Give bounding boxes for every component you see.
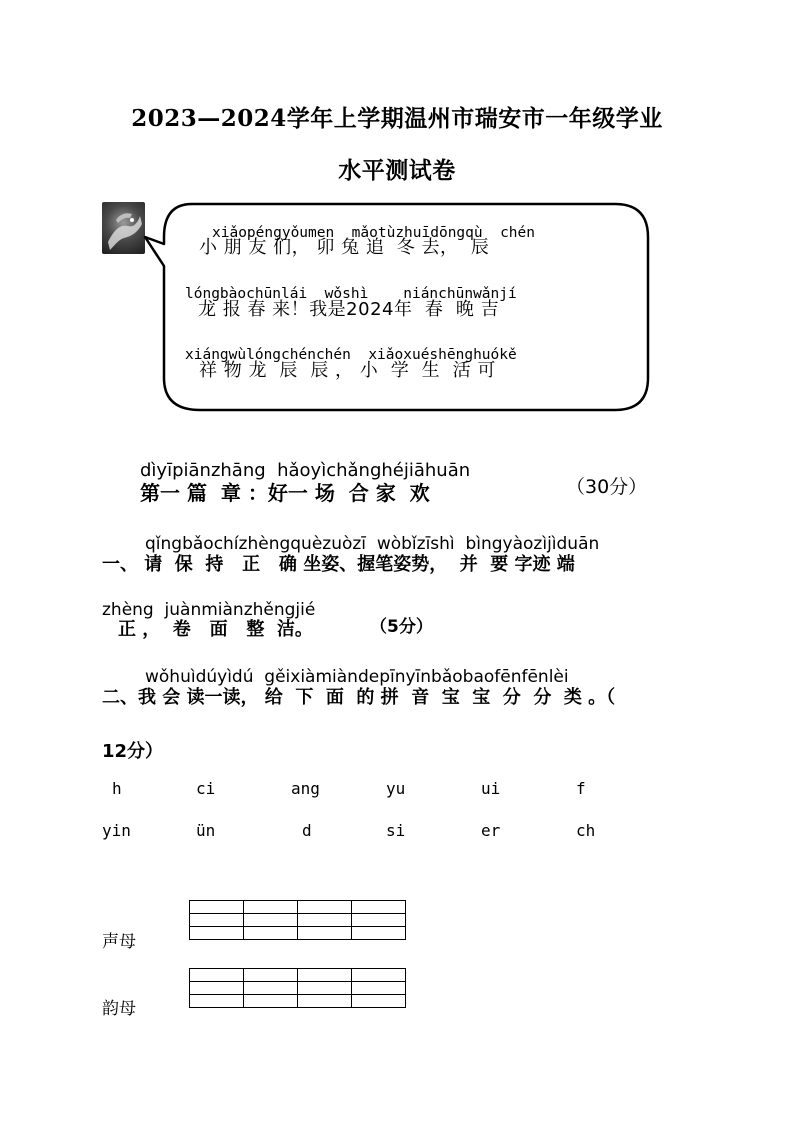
yunmu-label: 韵母	[102, 999, 136, 1019]
letter-d: d	[302, 821, 312, 840]
yunmu-cell[interactable]	[244, 969, 298, 1008]
page-title-line2: 水平测试卷	[338, 157, 456, 184]
yunmu-cell[interactable]	[352, 969, 406, 1008]
shengmu-cell[interactable]	[190, 901, 244, 940]
page-title-line1: 2023—2024学年上学期温州市瑞安市一年级学业	[131, 105, 663, 132]
bubble-text-3: 祥 物 龙 辰 辰 ， 小 学 生 活 可	[199, 360, 496, 381]
section1-title: 第一 篇 章 ：好一 场 合 家 欢	[140, 481, 430, 505]
letter-er: er	[481, 821, 501, 840]
letter-ch: ch	[576, 821, 596, 840]
q2-score: 12分）	[102, 741, 164, 762]
shengmu-cell[interactable]	[298, 901, 352, 940]
dragon-mascot-image	[102, 202, 145, 254]
letter-un: ün	[196, 821, 216, 840]
letter-f: f	[576, 779, 586, 798]
yunmu-writing-grid	[189, 968, 406, 1008]
shengmu-writing-grid	[189, 900, 406, 940]
q2-pinyin: wǒhuìdúyìdú gěixiàmiàndepīnyīnbǎobaofēnfēnlèi	[145, 667, 569, 687]
shengmu-cell[interactable]	[244, 901, 298, 940]
bubble-text-2: 龙 报 春 来！我是2024年 春 晚 吉	[198, 299, 500, 320]
q1-text-line2: 正 ， 卷 面 整 洁。	[118, 619, 313, 640]
shengmu-cell[interactable]	[352, 901, 406, 940]
letter-ang: ang	[291, 779, 320, 798]
q2-text: 二、我 会 读一读， 给 下 面 的 拼 音 宝 宝 分 分 类 。（	[102, 687, 616, 708]
bubble-text-1: 小 朋 友 们， 卯 兔 追 冬 去， 辰	[199, 237, 490, 258]
q1-pinyin-line2: zhèng juànmiànzhěngjié	[102, 600, 316, 620]
letter-h: h	[112, 779, 122, 798]
q1-pinyin-line1: qǐngbǎochízhèngquèzuòzī wòbǐzīshì bìngyàozìjìduān	[145, 534, 600, 554]
bubble-pinyin-2: lóngbàochūnlái wǒshì niánchūnwǎnjí	[185, 286, 517, 302]
letter-yu: yu	[386, 779, 406, 798]
letter-ui: ui	[481, 779, 501, 798]
q1-score: （5分）	[370, 617, 433, 637]
section1-pinyin: dìyīpiānzhāng hǎoyìchǎnghéjiāhuān	[140, 460, 471, 481]
section1-score: （30分）	[566, 476, 648, 498]
shengmu-label: 声母	[102, 932, 136, 952]
q1-text-line1: 一、 请 保 持 正 确 坐姿、握笔姿势， 并 要 字迹 端	[102, 554, 575, 575]
letter-si: si	[386, 821, 406, 840]
letter-ci: ci	[196, 779, 216, 798]
letter-yin: yin	[102, 821, 131, 840]
yunmu-cell[interactable]	[298, 969, 352, 1008]
bubble-pinyin-1: xiǎopéngyǒumen mǎotùzhuīdōngqù chén	[212, 225, 536, 241]
yunmu-cell[interactable]	[190, 969, 244, 1008]
bubble-pinyin-3: xiángwùlóngchénchén xiǎoxuéshēnghuókě	[185, 347, 517, 363]
